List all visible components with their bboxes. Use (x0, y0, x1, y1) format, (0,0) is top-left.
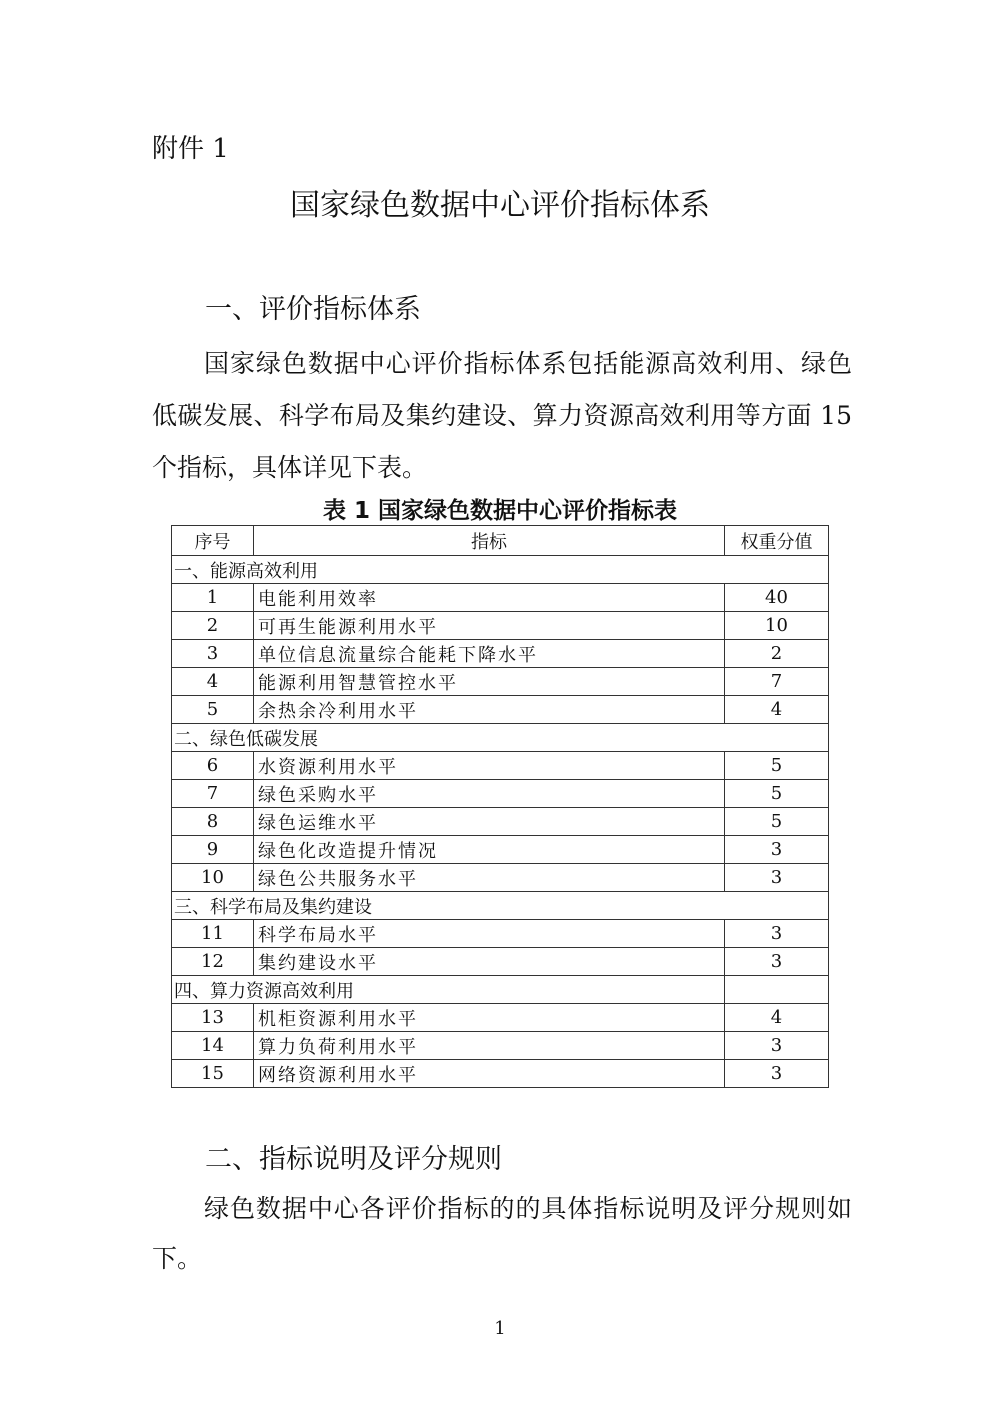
row-num: 7 (172, 780, 254, 808)
row-indicator: 能源利用智慧管控水平 (254, 668, 725, 696)
row-weight: 5 (725, 808, 829, 836)
section1-paragraph: 国家绿色数据中心评价指标体系包括能源高效利用、绿色低碳发展、科学布局及集约建设、算力资源高效利用等方面 15 个指标，具体详见下表。 (152, 349, 852, 482)
section2-heading: 二、指标说明及评分规则 (205, 1144, 502, 1175)
group-row (172, 724, 829, 752)
row-indicator: 水资源利用水平 (254, 752, 725, 780)
group-name: 一、能源高效利用 (172, 556, 725, 584)
row-num: 5 (172, 696, 254, 724)
row-num: 3 (172, 640, 254, 668)
table-row (172, 1004, 829, 1032)
row-num: 14 (172, 1032, 254, 1060)
row-weight: 4 (725, 696, 829, 724)
table-row (172, 780, 829, 808)
row-num: 6 (172, 752, 254, 780)
table-title: 表 1 国家绿色数据中心评价指标表 (322, 498, 678, 524)
row-weight: 5 (725, 780, 829, 808)
header-num: 序号 (172, 526, 254, 556)
group-name: 三、科学布局及集约建设 (172, 892, 725, 920)
row-num: 1 (172, 584, 254, 612)
row-weight: 2 (725, 640, 829, 668)
table-row (172, 668, 829, 696)
table-row (172, 948, 829, 976)
row-weight: 4 (725, 1004, 829, 1032)
row-indicator: 单位信息流量综合能耗下降水平 (254, 640, 725, 668)
group-name: 二、绿色低碳发展 (172, 724, 725, 752)
row-weight: 7 (725, 668, 829, 696)
table-row (172, 696, 829, 724)
header-weight: 权重分值 (725, 526, 829, 556)
table-row (172, 808, 829, 836)
row-num: 15 (172, 1060, 254, 1088)
row-indicator: 算力负荷利用水平 (254, 1032, 725, 1060)
table-header-row (172, 526, 829, 556)
row-weight: 5 (725, 752, 829, 780)
row-indicator: 绿色运维水平 (254, 808, 725, 836)
table-row (172, 752, 829, 780)
table-row (172, 864, 829, 892)
row-weight: 3 (725, 948, 829, 976)
header-indicator: 指标 (254, 526, 725, 556)
row-num: 11 (172, 920, 254, 948)
row-indicator: 机柜资源利用水平 (254, 1004, 725, 1032)
row-indicator: 科学布局水平 (254, 920, 725, 948)
table-row (172, 836, 829, 864)
row-num: 10 (172, 864, 254, 892)
attachment-label: 附件 1 (152, 134, 229, 164)
table-row (172, 1032, 829, 1060)
row-indicator: 余热余冷利用水平 (254, 696, 725, 724)
group-name: 四、算力资源高效利用 (172, 976, 725, 1004)
row-num: 8 (172, 808, 254, 836)
row-indicator: 网络资源利用水平 (254, 1060, 725, 1088)
group-row (172, 976, 829, 1004)
row-indicator: 绿色采购水平 (254, 780, 725, 808)
group-row (172, 892, 829, 920)
table-row (172, 584, 829, 612)
row-weight: 3 (725, 1060, 829, 1088)
row-weight: 3 (725, 1032, 829, 1060)
section1-heading: 一、评价指标体系 (205, 294, 421, 325)
row-indicator: 集约建设水平 (254, 948, 725, 976)
table-row (172, 612, 829, 640)
table-row (172, 920, 829, 948)
group-row (172, 556, 829, 584)
row-num: 9 (172, 836, 254, 864)
section2-paragraph: 绿色数据中心各评价指标的的具体指标说明及评分规则如下。 (152, 1194, 852, 1273)
row-num: 4 (172, 668, 254, 696)
row-weight: 3 (725, 836, 829, 864)
row-indicator: 可再生能源利用水平 (254, 612, 725, 640)
row-weight: 3 (725, 920, 829, 948)
row-num: 2 (172, 612, 254, 640)
row-num: 12 (172, 948, 254, 976)
row-weight: 3 (725, 864, 829, 892)
page-number: 1 (494, 1318, 506, 1339)
row-indicator: 绿色化改造提升情况 (254, 836, 725, 864)
table-row (172, 1060, 829, 1088)
row-num: 13 (172, 1004, 254, 1032)
document-title: 国家绿色数据中心评价指标体系 (290, 188, 710, 223)
row-weight: 40 (725, 584, 829, 612)
row-weight: 10 (725, 612, 829, 640)
table-row (172, 640, 829, 668)
indicator-table (171, 525, 829, 1088)
row-indicator: 电能利用效率 (254, 584, 725, 612)
row-indicator: 绿色公共服务水平 (254, 864, 725, 892)
